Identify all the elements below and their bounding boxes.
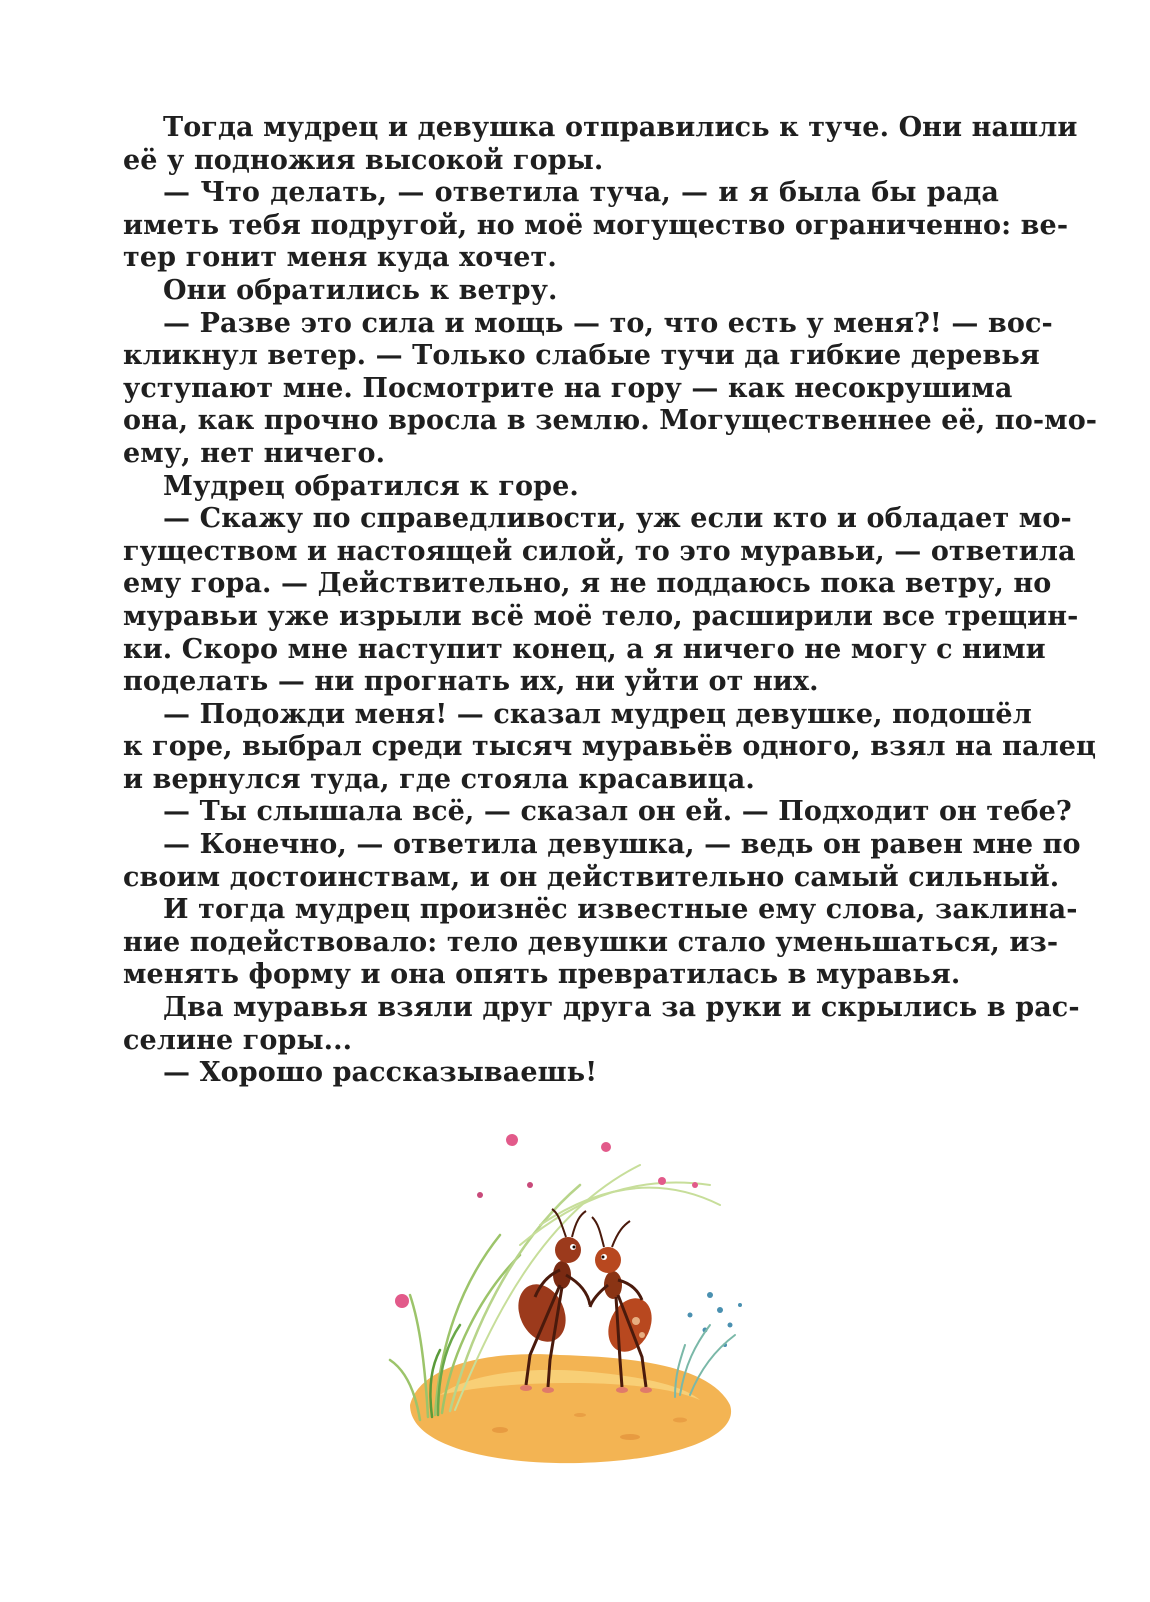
text-line: — Разве это сила и мощь — то, что есть у меня?! — вос- xyxy=(163,307,1053,339)
text-line: Тогда мудрец и девушка отправились к туче. Они нашли xyxy=(163,112,1078,143)
text-line: ему, нет ничего. xyxy=(123,437,386,469)
text-line: — Что делать, — ответила туча, — и я была бы рада xyxy=(163,177,999,209)
text-line: Они обратились к ветру. xyxy=(163,274,558,306)
text-line: уступают мне. Посмотрите на гору — как несокрушима xyxy=(123,372,1013,404)
text-line: — Подожди меня! — сказал мудрец девушке, подошёл xyxy=(163,698,1032,730)
blue-flowers xyxy=(688,1292,743,1347)
text-line: иметь тебя подругой, но моё могущество ограниченно: ве- xyxy=(123,209,1069,241)
text-line: менять форму и она опять превратилась в муравья. xyxy=(123,959,961,991)
text-line: муравьи уже изрыли всё моё тело, расширили все трещин- xyxy=(123,600,1079,632)
story-text xyxy=(123,112,1098,1090)
text-line: поделать — ни прогнать их, ни уйти от них. xyxy=(123,666,819,698)
text-line: тер гонит меня куда хочет. xyxy=(123,242,557,274)
text-line: И тогда мудрец произнёс известные ему слова, заклина- xyxy=(163,894,1078,926)
text-line: кликнул ветер. — Только слабые тучи да гибкие деревья xyxy=(123,340,1040,372)
text-line: своим достоинствам, и он действительно самый сильный. xyxy=(123,861,1060,893)
text-line: ние подействовало: тело девушки стало уменьшаться, из- xyxy=(123,926,1059,958)
text-line: она, как прочно вросла в землю. Могущественнее её, по-мо- xyxy=(123,405,1098,437)
ants-illustration xyxy=(380,1125,760,1470)
text-line: — Конечно, — ответила девушка, — ведь он равен мне по xyxy=(163,829,1081,861)
text-line: ки. Скоро мне наступит конец, а я ничего не могу с ними xyxy=(123,633,1046,665)
text-line: к горе, выбрал среди тысяч муравьёв одного, взял на палец xyxy=(123,731,1097,763)
text-line: Два муравья взяли друг друга за руки и скрылись в рас- xyxy=(163,992,1080,1024)
sand-mound xyxy=(410,1354,731,1463)
text-line: — Скажу по справедливости, уж если кто и обладает мо- xyxy=(163,503,1072,535)
text-line: её у подножия высокой горы. xyxy=(123,144,604,176)
text-line: — Ты слышала всё, — сказал он ей. — Подходит он тебе? xyxy=(163,796,1072,828)
text-line: ему гора. — Действительно, я не поддаюсь пока ветру, но xyxy=(123,568,1052,600)
text-line: гуществом и настоящей силой, то это муравьи, — ответила xyxy=(123,535,1076,567)
text-line: Мудрец обратился к горе. xyxy=(163,470,579,502)
text-line: и вернулся туда, где стояла красавица. xyxy=(123,763,755,795)
text-line: — Хорошо рассказываешь! xyxy=(163,1057,598,1089)
text-line: селине горы... xyxy=(123,1024,353,1056)
